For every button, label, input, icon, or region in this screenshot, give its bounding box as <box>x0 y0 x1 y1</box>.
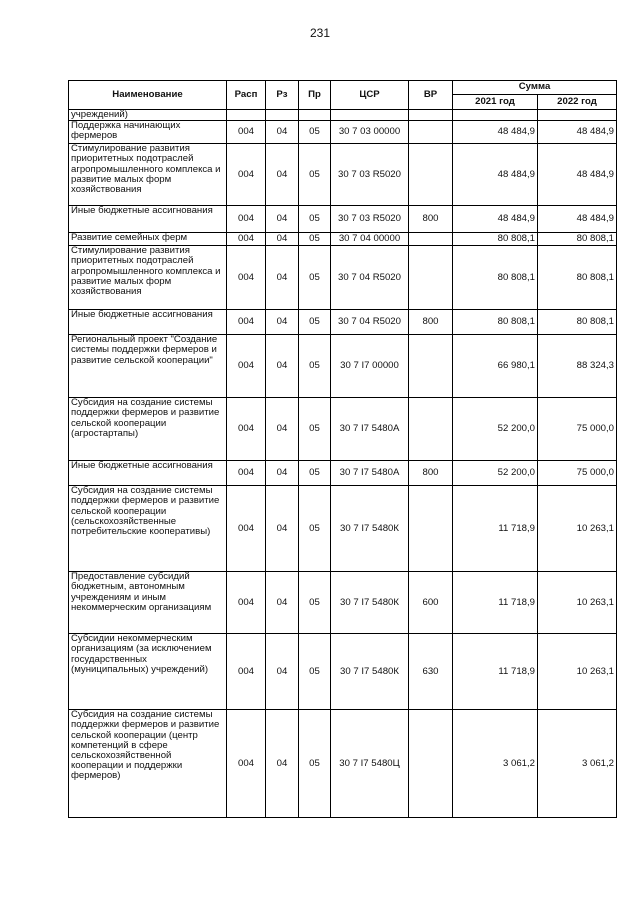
row-pr: 05 <box>299 710 331 818</box>
row-csr: 30 7 I7 5480К <box>331 486 409 572</box>
row-pr: 05 <box>299 246 331 310</box>
row-rasp: 004 <box>227 121 266 144</box>
table-row <box>69 310 617 335</box>
row-2022: 10 263,1 <box>538 572 617 634</box>
header-year-2022: 2022 год <box>538 95 617 110</box>
row-csr: 30 7 I7 00000 <box>331 335 409 398</box>
table-row <box>69 461 617 486</box>
row-name: Иные бюджетные ассигнования <box>69 310 227 335</box>
row-name: Субсидия на создание системы поддержки фермеров и развитие сельской кооперации (центр компетенций в сфере сельскохозяйственной кооперации и поддержки фермеров) <box>69 710 227 818</box>
row-2021: 52 200,0 <box>453 398 538 461</box>
table-row <box>69 486 617 572</box>
row-vr: 800 <box>409 206 453 233</box>
row-name: Стимулирование развития приоритетных подотраслей агропромышленного комплекса и развитие малых форм хозяйствования <box>69 246 227 310</box>
row-pr: 05 <box>299 121 331 144</box>
row-2021: 52 200,0 <box>453 461 538 486</box>
table-row <box>69 121 617 144</box>
row-vr <box>409 398 453 461</box>
row-name: Иные бюджетные ассигнования <box>69 461 227 486</box>
row-csr: 30 7 I7 5480А <box>331 398 409 461</box>
row-rasp: 004 <box>227 398 266 461</box>
header-rasp: Расп <box>227 81 266 110</box>
row-rz: 04 <box>266 486 299 572</box>
row-name: учреждений) <box>69 110 227 121</box>
row-rz: 04 <box>266 246 299 310</box>
table-row <box>69 246 617 310</box>
row-csr: 30 7 04 R5020 <box>331 246 409 310</box>
row-csr: 30 7 03 00000 <box>331 121 409 144</box>
row-2021: 48 484,9 <box>453 206 538 233</box>
row-vr <box>409 121 453 144</box>
header-name: Наименование <box>69 81 227 110</box>
row-2021: 11 718,9 <box>453 486 538 572</box>
row-rz: 04 <box>266 206 299 233</box>
table-row <box>69 110 617 121</box>
row-name: Развитие семейных ферм <box>69 233 227 246</box>
row-2021: 80 808,1 <box>453 233 538 246</box>
row-pr: 05 <box>299 572 331 634</box>
row-rasp: 004 <box>227 572 266 634</box>
header-year-2021: 2021 год <box>453 95 538 110</box>
row-vr: 800 <box>409 461 453 486</box>
table-header <box>69 81 617 110</box>
row-pr: 05 <box>299 335 331 398</box>
row-name: Субсидии некоммерческим организациям (за исключением государственных (муниципальных) учреждений) <box>69 634 227 710</box>
row-vr <box>409 144 453 206</box>
table-row <box>69 233 617 246</box>
row-2022: 3 061,2 <box>538 710 617 818</box>
row-vr <box>409 335 453 398</box>
row-csr: 30 7 04 R5020 <box>331 310 409 335</box>
row-rz: 04 <box>266 398 299 461</box>
row-2021: 3 061,2 <box>453 710 538 818</box>
row-vr: 800 <box>409 310 453 335</box>
row-rasp: 004 <box>227 634 266 710</box>
budget-table <box>68 80 617 818</box>
table-row <box>69 710 617 818</box>
row-rasp: 004 <box>227 144 266 206</box>
row-name: Поддержка начинающих фермеров <box>69 121 227 144</box>
row-2022: 48 484,9 <box>538 121 617 144</box>
row-vr <box>409 110 453 121</box>
row-vr: 630 <box>409 634 453 710</box>
row-name: Стимулирование развития приоритетных подотраслей агропромышленного комплекса и развитие малых форм хозяйствования <box>69 144 227 206</box>
row-vr <box>409 233 453 246</box>
header-csr: ЦСР <box>331 81 409 110</box>
row-rz: 04 <box>266 572 299 634</box>
header-rz: Рз <box>266 81 299 110</box>
row-2022: 48 484,9 <box>538 144 617 206</box>
table-row <box>69 634 617 710</box>
row-2022: 10 263,1 <box>538 634 617 710</box>
page-number: 231 <box>309 26 331 40</box>
row-vr <box>409 486 453 572</box>
row-rz: 04 <box>266 121 299 144</box>
header-vr: ВР <box>409 81 453 110</box>
row-name: Субсидия на создание системы поддержки фермеров и развитие сельской кооперации (агростартапы) <box>69 398 227 461</box>
row-rasp: 004 <box>227 310 266 335</box>
row-vr: 600 <box>409 572 453 634</box>
table-row <box>69 206 617 233</box>
row-rz: 04 <box>266 710 299 818</box>
row-csr: 30 7 I7 5480К <box>331 572 409 634</box>
row-rasp <box>227 110 266 121</box>
row-csr: 30 7 I7 5480К <box>331 634 409 710</box>
row-2022: 10 263,1 <box>538 486 617 572</box>
row-csr: 30 7 I7 5480Ц <box>331 710 409 818</box>
row-rz: 04 <box>266 335 299 398</box>
row-2021: 48 484,9 <box>453 144 538 206</box>
table-row <box>69 398 617 461</box>
row-2022: 88 324,3 <box>538 335 617 398</box>
row-2022: 48 484,9 <box>538 206 617 233</box>
row-pr <box>299 110 331 121</box>
row-rasp: 004 <box>227 335 266 398</box>
row-vr <box>409 710 453 818</box>
row-pr: 05 <box>299 233 331 246</box>
row-rasp: 004 <box>227 486 266 572</box>
row-rz: 04 <box>266 461 299 486</box>
row-2022: 75 000,0 <box>538 398 617 461</box>
row-pr: 05 <box>299 206 331 233</box>
row-vr <box>409 246 453 310</box>
table-row <box>69 144 617 206</box>
row-2022: 80 808,1 <box>538 310 617 335</box>
row-2021: 11 718,9 <box>453 634 538 710</box>
row-name: Иные бюджетные ассигнования <box>69 206 227 233</box>
row-2022 <box>538 110 617 121</box>
row-name: Региональный проект "Создание системы поддержки фермеров и развитие сельской кооперации" <box>69 335 227 398</box>
row-pr: 05 <box>299 461 331 486</box>
row-rasp: 004 <box>227 206 266 233</box>
row-pr: 05 <box>299 634 331 710</box>
row-rasp: 004 <box>227 246 266 310</box>
row-rasp: 004 <box>227 233 266 246</box>
row-pr: 05 <box>299 486 331 572</box>
row-2022: 80 808,1 <box>538 233 617 246</box>
table-row <box>69 335 617 398</box>
row-csr: 30 7 03 R5020 <box>331 206 409 233</box>
row-rz: 04 <box>266 144 299 206</box>
row-csr: 30 7 03 R5020 <box>331 144 409 206</box>
row-csr: 30 7 I7 5480А <box>331 461 409 486</box>
row-rasp: 004 <box>227 461 266 486</box>
row-2022: 75 000,0 <box>538 461 617 486</box>
row-pr: 05 <box>299 310 331 335</box>
row-rz: 04 <box>266 634 299 710</box>
header-pr: Пр <box>299 81 331 110</box>
row-2021: 66 980,1 <box>453 335 538 398</box>
row-2021 <box>453 110 538 121</box>
row-rasp: 004 <box>227 710 266 818</box>
row-2021: 11 718,9 <box>453 572 538 634</box>
row-rz <box>266 110 299 121</box>
table-row <box>69 572 617 634</box>
row-2022: 80 808,1 <box>538 246 617 310</box>
row-csr <box>331 110 409 121</box>
row-csr: 30 7 04 00000 <box>331 233 409 246</box>
row-rz: 04 <box>266 310 299 335</box>
row-name: Субсидия на создание системы поддержки фермеров и развитие сельской кооперации (сельскохозяйственные потребительские кооперативы) <box>69 486 227 572</box>
header-summa: Сумма <box>453 81 617 95</box>
row-rz: 04 <box>266 233 299 246</box>
row-pr: 05 <box>299 398 331 461</box>
row-2021: 80 808,1 <box>453 310 538 335</box>
row-pr: 05 <box>299 144 331 206</box>
row-name: Предоставление субсидий бюджетным, автономным учреждениям и иным некоммерческим организациям <box>69 572 227 634</box>
row-2021: 48 484,9 <box>453 121 538 144</box>
row-2021: 80 808,1 <box>453 246 538 310</box>
